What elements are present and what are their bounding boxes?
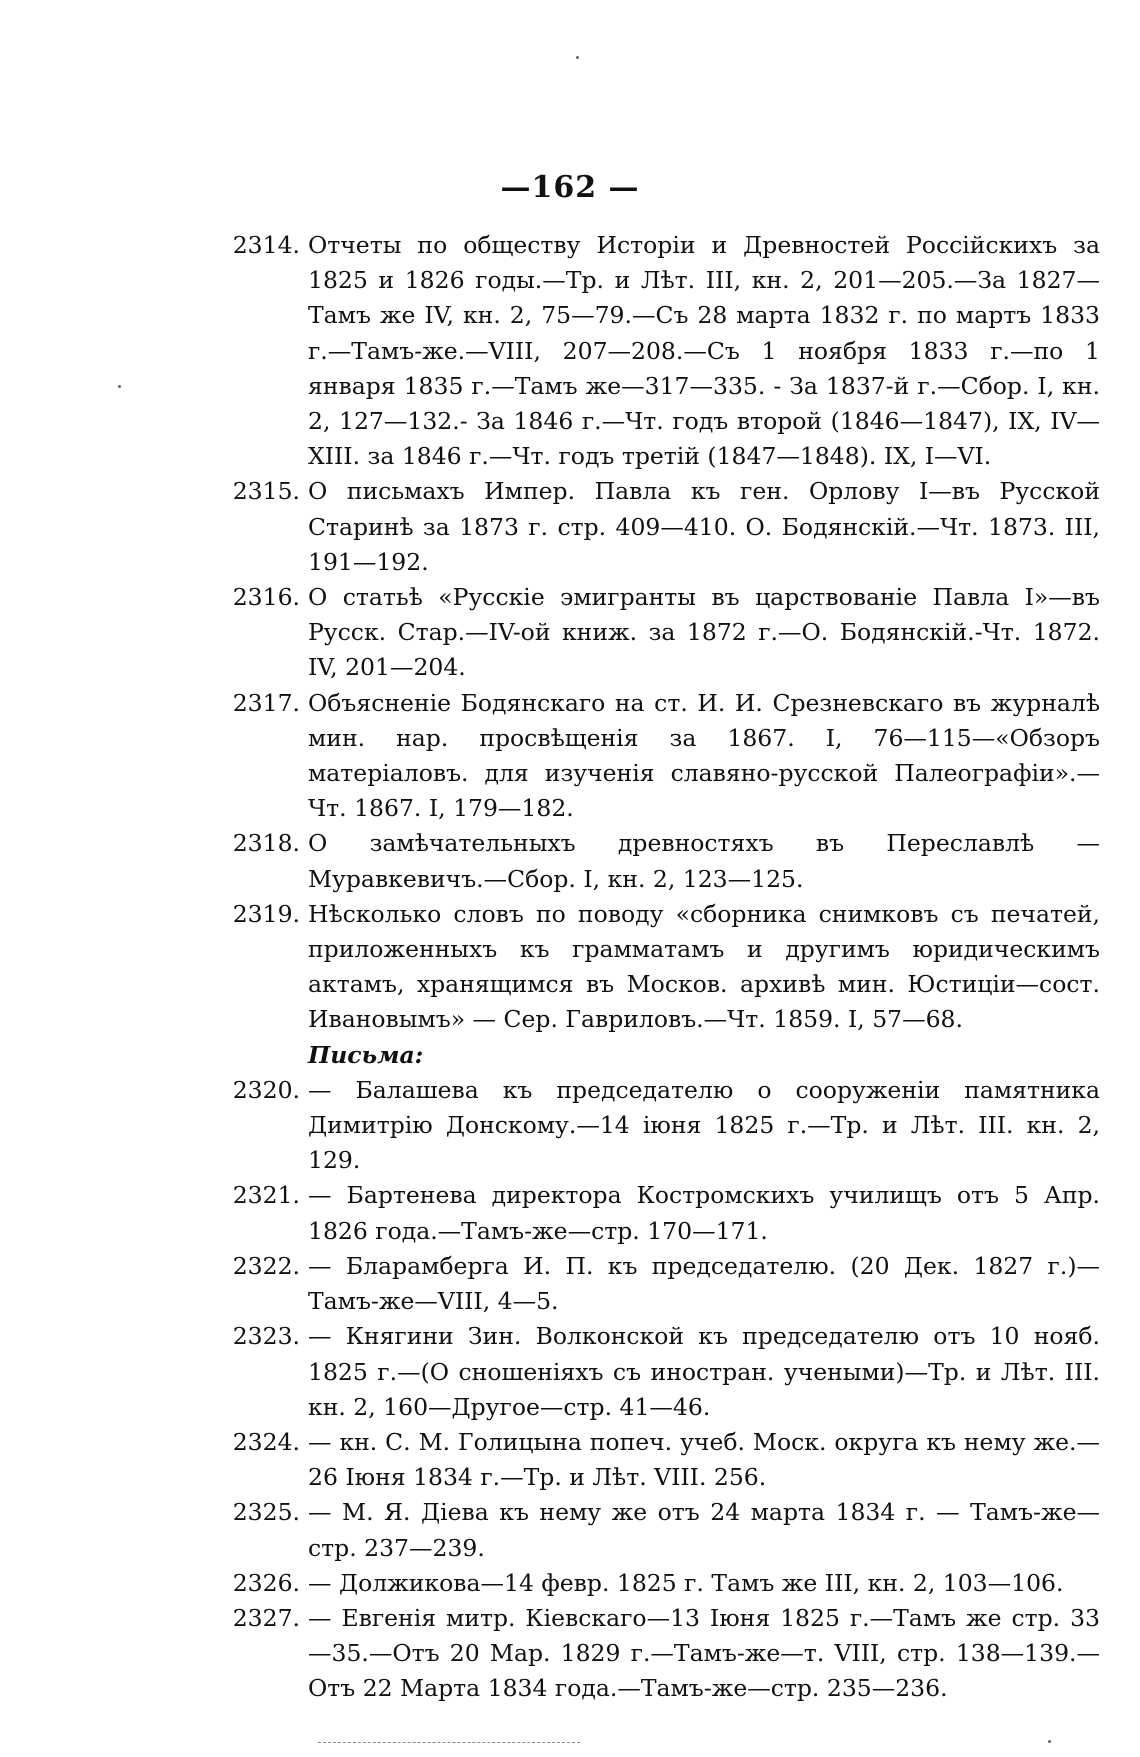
entry-text: — Княгини Зин. Волконской къ председателю отъ 10 нояб. 1825 г.—(О сношеніяхъ съ иностран. учеными)—Тр. и Лѣт. III. кн. 2, 160—Другое—стр. 41—46.	[308, 1322, 1100, 1421]
entry-number: 2318.	[232, 829, 300, 858]
scan-speck	[118, 385, 121, 388]
entry-text: О письмахъ Импер. Павла къ ген. Орлову I—въ Русской Старинѣ за 1873 г. стр. 409—410. О. Бодянскій.—Чт. 1873. III, 191—192.	[308, 477, 1100, 576]
bibliography-entries	[200, 228, 1100, 1707]
entry-text: — Бларамберга И. П. къ председателю. (20 Дек. 1827 г.)—Тамъ-же—VIII, 4—5.	[308, 1251, 1100, 1316]
entry-number: 2317.	[232, 688, 300, 717]
scan-speck	[576, 56, 579, 59]
scan-speck	[1048, 1740, 1051, 1743]
entry-2320	[200, 1073, 1100, 1179]
entry-2319	[200, 897, 1100, 1038]
entry-number: 2326.	[232, 1568, 300, 1597]
entry-text: Нѣсколько словъ по поводу «сборника снимковъ съ печатей, приложенныхъ къ грамматамъ и другимъ юридическимъ актамъ, хранящимся въ Москов. архивѣ мин. Юстиціи—сост. Ивановымъ» — Сер. Гавриловъ.—Чт. 1859. I, 57—68.	[308, 899, 1100, 1034]
entry-text: — Евгенія митр. Кіевскаго—13 Іюня 1825 г.—Тамъ же стр. 33—35.—Отъ 20 Мар. 1829 г.—Тамъ-же—т. VIII, стр. 138—139.—Отъ 22 Марта 1834 года.—Тамъ-же—стр. 235—236.	[308, 1603, 1100, 1703]
entry-2318	[200, 826, 1100, 896]
entry-2314	[200, 228, 1100, 474]
entry-number: 2324.	[232, 1427, 300, 1456]
entry-text: Объясненіе Бодянскаго на ст. И. И. Срезневскаго въ журналѣ мин. нар. просвѣщенія за 1867. I, 76—115—«Обзоръ матеріаловъ. для изученія славяно-русской Палеографіи».—Чт. 1867. I, 179—182.	[308, 688, 1100, 823]
entry-number: 2325.	[232, 1498, 300, 1527]
entry-2315	[200, 474, 1100, 580]
entry-2323	[200, 1319, 1100, 1425]
entry-2321	[200, 1178, 1100, 1248]
entry-number: 2321.	[232, 1181, 300, 1210]
section-heading-text: Письма:	[308, 1040, 424, 1069]
entry-2317	[200, 686, 1100, 827]
entry-text: — кн. С. М. Голицына попеч. учеб. Моск. округа къ нему же.—26 Іюня 1834 г.—Тр. и Лѣт. VIII. 256.	[308, 1427, 1100, 1492]
section-heading-letters	[200, 1038, 1100, 1073]
entry-number: 2323.	[232, 1322, 300, 1351]
entry-text: — Должикова—14 февр. 1825 г. Тамъ же III, кн. 2, 103—106.	[308, 1568, 1064, 1597]
entry-2322	[200, 1249, 1100, 1319]
entry-text: О статьѣ «Русскіе эмигранты въ царствованіе Павла I»—въ Русск. Стар.—IV-ой книж. за 1872 г.—О. Бодянскій.-Чт. 1872. IV, 201—204.	[308, 583, 1100, 682]
entry-number: 2319.	[232, 899, 300, 928]
entry-2327	[200, 1601, 1100, 1707]
entry-number: 2314.	[232, 231, 300, 259]
entry-text: О замѣчательныхъ древностяхъ въ Переславлѣ — Муравкевичъ.—Сбор. I, кн. 2, 123—125.	[308, 829, 1100, 893]
entry-text: — Бартенева директора Костромскихъ училищъ отъ 5 Апр. 1826 года.—Тамъ-же—стр. 170—171.	[308, 1181, 1100, 1245]
entry-2325	[200, 1495, 1100, 1565]
entry-text: Отчеты по обществу Исторіи и Древностей Россійскихъ за 1825 и 1826 годы.—Тр. и Лѣт. III, кн. 2, 201—205.—За 1827—Тамъ же IV, кн. 2, 75—79.—Съ 28 марта 1832 г. по мартъ 1833 г.—Тамъ-же.—VIII, 207—208.—Съ 1 ноября 1833 г.—по 1 января 1835 г.—Тамъ же—317—335. - За 1837-й г.—Сбор. I, кн. 2, 127—132.- За 1846 г.—Чт. годъ второй (1846—1847), IX, IV—XIII. за 1846 г.—Чт. годъ третій (1847—1848). IX, I—VI.	[308, 231, 1100, 471]
page-number: —162 —	[500, 170, 640, 205]
entry-text: — М. Я. Діева къ нему же отъ 24 марта 1834 г. — Тамъ-же—стр. 237—239.	[308, 1498, 1100, 1562]
footer-rule	[318, 1742, 580, 1743]
entry-number: 2327.	[232, 1603, 300, 1632]
entry-2326	[200, 1566, 1100, 1601]
entry-number: 2322.	[232, 1251, 300, 1280]
entry-number: 2315.	[232, 477, 300, 506]
entry-number: 2316.	[232, 583, 300, 612]
entry-2316	[200, 580, 1100, 686]
entry-2324	[200, 1425, 1100, 1495]
entry-text: — Балашева къ председателю о сооруженіи памятника Димитрію Донскому.—14 іюня 1825 г.—Тр. и Лѣт. III. кн. 2, 129.	[308, 1075, 1100, 1175]
entry-number: 2320.	[232, 1075, 300, 1104]
